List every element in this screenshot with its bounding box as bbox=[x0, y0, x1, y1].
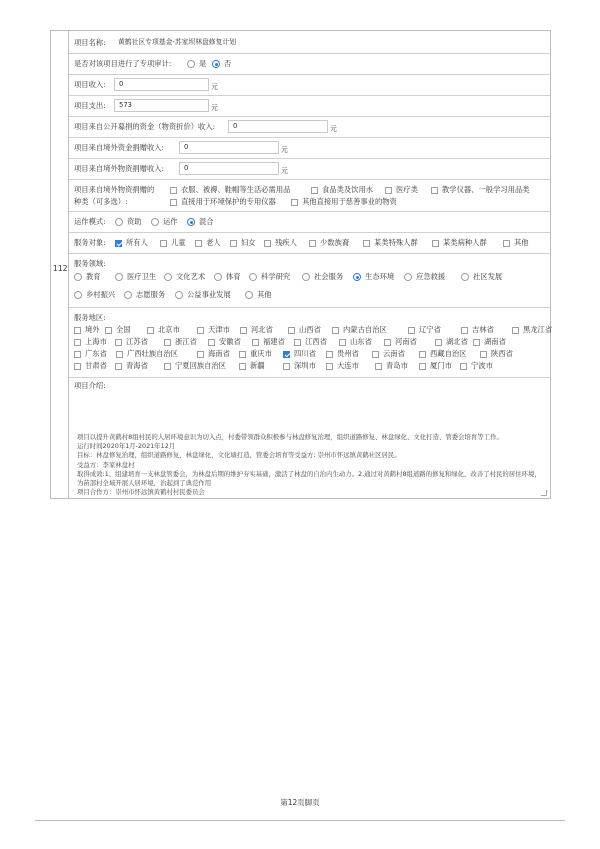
mode-fund-label: 资助 bbox=[127, 217, 142, 226]
field-option-8[interactable] bbox=[461, 272, 502, 282]
target-option-disease-group[interactable] bbox=[432, 238, 487, 248]
outside-fund-unit: 元 bbox=[281, 146, 288, 154]
expense-unit: 元 bbox=[211, 104, 218, 112]
target-option-all[interactable] bbox=[115, 238, 148, 248]
region-option-0-9-label: 黑龙江省 bbox=[523, 325, 553, 334]
region-option-1-3-label: 安徽省 bbox=[219, 337, 241, 346]
region-option-0-7-checkbox[interactable] bbox=[408, 327, 415, 334]
mode-mixed-radio[interactable] bbox=[187, 218, 195, 226]
region-option-2-6-label: 云南省 bbox=[383, 349, 405, 358]
field-option-0[interactable] bbox=[74, 272, 101, 282]
field-option-1-radio[interactable] bbox=[115, 273, 123, 281]
audit-label: 是否对该项目进行了专项审计: bbox=[74, 59, 172, 68]
goods-type-label-2: 种类（可多选）: bbox=[74, 197, 128, 206]
income-unit: 元 bbox=[211, 83, 218, 91]
footer-divider bbox=[35, 820, 565, 821]
public-fund-value: 0 bbox=[233, 122, 238, 130]
intro-line: 项目合作方：崇州市怀远镇黄鹤村村民委员会 bbox=[77, 488, 205, 497]
region-option-2-3-checkbox[interactable] bbox=[239, 351, 246, 358]
target-children-checkbox[interactable] bbox=[160, 240, 167, 247]
region-option-3-3-checkbox[interactable] bbox=[239, 363, 246, 370]
target-option-disabled[interactable] bbox=[264, 238, 297, 248]
region-option-3-2-label: 宁夏回族自治区 bbox=[175, 361, 227, 370]
outside-fund-label: 项目来自境外资金捐赠收入: bbox=[74, 143, 165, 152]
region-option-1-4[interactable] bbox=[252, 337, 285, 347]
region-option-3-1-checkbox[interactable] bbox=[115, 363, 122, 370]
public-fund-input[interactable] bbox=[228, 120, 328, 133]
page-footer: 第12页脚页 bbox=[280, 798, 320, 807]
region-option-2-3[interactable] bbox=[239, 349, 272, 359]
region-option-1-2-label: 浙江省 bbox=[175, 337, 197, 346]
goods-option-medical[interactable] bbox=[385, 185, 418, 195]
field-option-0-radio[interactable] bbox=[74, 273, 82, 281]
region-option-1-4-label: 福建省 bbox=[263, 337, 285, 346]
region-option-2-7-label: 西藏自治区 bbox=[430, 349, 467, 358]
goods-option-environment[interactable] bbox=[170, 197, 276, 207]
region-option-1-3-checkbox[interactable] bbox=[208, 339, 215, 346]
region-option-1-9[interactable] bbox=[473, 337, 506, 347]
mode-row bbox=[69, 211, 550, 233]
region-option-3-4-label: 深圳市 bbox=[294, 361, 316, 370]
field-option-0-label: 教育 bbox=[86, 272, 101, 281]
target-special-group-checkbox[interactable] bbox=[363, 240, 370, 247]
target-disabled-label: 残疾人 bbox=[275, 238, 297, 247]
region-row bbox=[69, 307, 553, 378]
outside-fund-input[interactable] bbox=[179, 141, 279, 154]
region-option-3-1-label: 青海省 bbox=[126, 361, 148, 370]
target-women-checkbox[interactable] bbox=[230, 240, 237, 247]
income-row bbox=[69, 74, 550, 96]
project-name-label: 项目名称: bbox=[74, 38, 106, 47]
region-option-0-4[interactable] bbox=[240, 325, 273, 335]
goods-type-label-1: 项目来自境外物资捐赠的 bbox=[74, 185, 155, 194]
region-option-1-0-checkbox[interactable] bbox=[74, 339, 81, 346]
region-option-3-6-label: 青岛市 bbox=[386, 361, 408, 370]
target-other-label: 其他 bbox=[514, 238, 529, 247]
intro-line: 目标：林盘修复治理，组织道路修复，林盘绿化，文化墙打造，管委会培育等受益方: 崇州市怀远镇黄鹤社区居民。 bbox=[77, 451, 401, 460]
region-option-3-5[interactable] bbox=[326, 361, 359, 371]
region-option-2-8-label: 陕西省 bbox=[491, 349, 513, 358]
field-option-4-label: 科学研究 bbox=[261, 272, 291, 281]
row-number: 112 bbox=[53, 264, 68, 273]
region-option-1-0[interactable] bbox=[74, 337, 107, 347]
audit-option-no[interactable] bbox=[212, 59, 231, 69]
region-option-2-7[interactable] bbox=[419, 349, 466, 359]
target-other-checkbox[interactable] bbox=[503, 240, 510, 247]
region-option-2-4-checkbox[interactable] bbox=[283, 351, 290, 358]
target-row bbox=[69, 232, 550, 254]
public-fund-row bbox=[69, 116, 550, 138]
target-option-women[interactable] bbox=[230, 238, 256, 248]
project-name-value: 黄鹤社区专项基金-苏家坝林盘修复计划 bbox=[118, 38, 236, 46]
field-option-5-label: 社会服务 bbox=[314, 272, 344, 281]
region-option-0-6[interactable] bbox=[332, 325, 387, 335]
region-option-3-3-label: 新疆 bbox=[250, 361, 265, 370]
outside-goods-input[interactable] bbox=[179, 162, 279, 175]
target-disease-group-checkbox[interactable] bbox=[432, 240, 439, 247]
region-option-2-4-label: 四川省 bbox=[294, 349, 316, 358]
mode-operate-label: 运作 bbox=[163, 217, 178, 226]
project-name-field[interactable] bbox=[113, 36, 311, 49]
audit-no-radio[interactable] bbox=[212, 60, 220, 68]
region-option-1-1-label: 江苏省 bbox=[126, 337, 148, 346]
region-option-0-6-checkbox[interactable] bbox=[332, 327, 339, 334]
goods-charity-label: 其他直接用于慈善事业的物资 bbox=[302, 197, 397, 206]
target-all-checkbox[interactable] bbox=[115, 240, 122, 247]
goods-medical-label: 医疗类 bbox=[396, 185, 418, 194]
field-option-4[interactable] bbox=[249, 272, 290, 282]
region-option-2-2[interactable] bbox=[197, 349, 230, 359]
project-form-table bbox=[50, 30, 551, 499]
region-option-2-6-checkbox[interactable] bbox=[372, 351, 379, 358]
region-option-1-1[interactable] bbox=[115, 337, 148, 347]
region-option-3-0[interactable] bbox=[74, 361, 107, 371]
region-option-3-7-label: 厦门市 bbox=[430, 361, 452, 370]
field-option-4-radio[interactable] bbox=[249, 273, 257, 281]
region-option-2-8[interactable] bbox=[480, 349, 513, 359]
region-option-0-0-label: 境外 bbox=[85, 325, 100, 334]
region-option-1-6[interactable] bbox=[339, 337, 372, 347]
region-option-1-8-checkbox[interactable] bbox=[435, 339, 442, 346]
region-option-0-3[interactable] bbox=[197, 325, 230, 335]
region-option-3-4[interactable] bbox=[283, 361, 316, 371]
region-option-3-5-checkbox[interactable] bbox=[326, 363, 333, 370]
goods-food-checkbox[interactable] bbox=[311, 187, 318, 194]
expense-input[interactable] bbox=[114, 99, 209, 112]
field-option-9-radio[interactable] bbox=[74, 291, 82, 299]
mode-mixed-label: 混合 bbox=[199, 217, 214, 226]
region-option-0-7-label: 辽宁省 bbox=[419, 325, 441, 334]
target-label: 服务对象: bbox=[74, 238, 106, 247]
goods-option-food[interactable] bbox=[311, 185, 373, 195]
region-option-2-5-checkbox[interactable] bbox=[326, 351, 333, 358]
field-option-5[interactable] bbox=[302, 272, 343, 282]
region-option-1-3[interactable] bbox=[208, 337, 241, 347]
region-option-1-5-checkbox[interactable] bbox=[294, 339, 301, 346]
region-option-3-7-checkbox[interactable] bbox=[419, 363, 426, 370]
region-option-2-1-label: 广西壮族自治区 bbox=[127, 349, 179, 358]
region-option-0-2-checkbox[interactable] bbox=[147, 327, 154, 334]
income-label: 项目收入: bbox=[74, 80, 106, 89]
field-option-8-label: 社区发展 bbox=[473, 272, 503, 281]
region-option-1-9-checkbox[interactable] bbox=[473, 339, 480, 346]
goods-clothing-label: 衣服、被褥、鞋帽等生活必需用品 bbox=[181, 185, 291, 194]
field-label: 服务领域: bbox=[74, 259, 106, 268]
region-option-3-2[interactable] bbox=[164, 361, 226, 371]
field-option-9-label: 乡村振兴 bbox=[86, 290, 116, 299]
region-option-2-1-checkbox[interactable] bbox=[116, 351, 123, 358]
field-option-6-radio[interactable] bbox=[353, 273, 361, 281]
region-option-1-7[interactable] bbox=[384, 337, 417, 347]
region-option-1-7-label: 河南省 bbox=[395, 337, 417, 346]
goods-clothing-checkbox[interactable] bbox=[170, 187, 177, 194]
target-disease-group-label: 某类病种人群 bbox=[443, 238, 487, 247]
region-option-1-7-checkbox[interactable] bbox=[384, 339, 391, 346]
field-option-3-label: 体育 bbox=[226, 272, 241, 281]
region-option-1-8-label: 湖北省 bbox=[446, 337, 468, 346]
target-women-label: 妇女 bbox=[241, 238, 256, 247]
mode-label: 运作模式: bbox=[74, 217, 106, 226]
target-children-label: 儿童 bbox=[171, 238, 186, 247]
region-option-1-6-checkbox[interactable] bbox=[339, 339, 346, 346]
region-option-0-8[interactable] bbox=[461, 325, 494, 335]
field-option-2-label: 文化艺术 bbox=[176, 272, 206, 281]
region-option-2-3-label: 重庆市 bbox=[250, 349, 272, 358]
goods-charity-checkbox[interactable] bbox=[291, 199, 298, 206]
field-option-6[interactable] bbox=[353, 272, 394, 282]
region-option-0-0[interactable] bbox=[74, 325, 100, 335]
region-option-1-2-checkbox[interactable] bbox=[164, 339, 171, 346]
form-content bbox=[69, 31, 553, 498]
region-option-0-3-label: 天津市 bbox=[208, 325, 230, 334]
region-option-0-1-checkbox[interactable] bbox=[105, 327, 112, 334]
region-option-2-8-checkbox[interactable] bbox=[480, 351, 487, 358]
goods-teaching-label: 教学仪器、一般学习用品类 bbox=[442, 185, 530, 194]
region-option-1-1-checkbox[interactable] bbox=[115, 339, 122, 346]
mode-fund-radio[interactable] bbox=[115, 218, 123, 226]
region-label: 服务地区: bbox=[74, 313, 106, 322]
field-option-10-label: 志愿服务 bbox=[136, 290, 166, 299]
region-option-3-4-checkbox[interactable] bbox=[283, 363, 290, 370]
field-row bbox=[69, 253, 550, 308]
audit-option-yes[interactable] bbox=[187, 59, 206, 69]
region-option-0-6-label: 内蒙古自治区 bbox=[343, 325, 387, 334]
region-option-2-2-label: 海南省 bbox=[208, 349, 230, 358]
intro-line: 取得成效:1、组建培育一支林盘管委会，为林盘后期的维护夯实基础，激活了林盘的自治内生动力。2.通过对黄鹤村8组道路的修复和绿化，改善了村民的居住环境，为苗部村全域开展人居环境，治起到了典范作用 bbox=[77, 469, 541, 488]
goods-food-label: 食品类及饮用水 bbox=[322, 185, 374, 194]
mode-operate-radio[interactable] bbox=[151, 218, 159, 226]
income-input[interactable] bbox=[114, 78, 209, 91]
region-option-0-7[interactable] bbox=[408, 325, 441, 335]
field-option-1-label: 医疗卫生 bbox=[127, 272, 157, 281]
field-option-7-label: 应急救援 bbox=[416, 272, 446, 281]
region-option-1-0-label: 上海市 bbox=[85, 337, 107, 346]
field-option-5-radio[interactable] bbox=[302, 273, 310, 281]
audit-no-label: 否 bbox=[224, 59, 232, 68]
region-option-1-4-checkbox[interactable] bbox=[252, 339, 259, 346]
goods-option-charity[interactable] bbox=[291, 197, 397, 207]
mode-option-operate[interactable] bbox=[151, 217, 178, 227]
field-option-3[interactable] bbox=[214, 272, 241, 282]
outside-goods-value: 0 bbox=[184, 164, 189, 172]
field-option-3-radio[interactable] bbox=[214, 273, 222, 281]
target-minority-label: 少数族裔 bbox=[320, 238, 350, 247]
field-option-11-label: 公益事业发展 bbox=[187, 290, 231, 299]
outside-goods-label: 项目来自境外物资捐赠收入: bbox=[74, 164, 165, 173]
region-option-3-8[interactable] bbox=[460, 361, 493, 371]
region-option-3-0-label: 甘肃省 bbox=[85, 361, 107, 370]
field-option-9[interactable] bbox=[74, 290, 115, 300]
goods-option-clothing[interactable] bbox=[170, 185, 290, 195]
region-option-1-6-label: 山东省 bbox=[350, 337, 372, 346]
field-option-2-radio[interactable] bbox=[164, 273, 172, 281]
project-name-row bbox=[69, 31, 550, 54]
region-option-2-5[interactable] bbox=[326, 349, 359, 359]
target-minority-checkbox[interactable] bbox=[309, 240, 316, 247]
target-option-children[interactable] bbox=[160, 238, 186, 248]
intro-label: 项目介绍: bbox=[74, 381, 106, 390]
region-option-1-5[interactable] bbox=[294, 337, 327, 347]
region-option-0-4-label: 河北省 bbox=[251, 325, 273, 334]
region-option-2-7-checkbox[interactable] bbox=[419, 351, 426, 358]
region-option-0-3-checkbox[interactable] bbox=[197, 327, 204, 334]
region-option-0-2[interactable] bbox=[147, 325, 180, 335]
target-option-elderly[interactable] bbox=[195, 238, 221, 248]
row-number-column bbox=[51, 31, 69, 498]
region-option-0-1[interactable] bbox=[105, 325, 131, 335]
region-option-0-5-label: 山西省 bbox=[299, 325, 321, 334]
field-option-6-label: 生态环境 bbox=[365, 272, 395, 281]
region-option-1-5-label: 江西省 bbox=[305, 337, 327, 346]
region-option-3-7[interactable] bbox=[419, 361, 452, 371]
goods-environment-checkbox[interactable] bbox=[170, 199, 177, 206]
region-option-3-1[interactable] bbox=[115, 361, 148, 371]
mode-option-fund[interactable] bbox=[115, 217, 142, 227]
goods-medical-checkbox[interactable] bbox=[385, 187, 392, 194]
region-option-2-6[interactable] bbox=[372, 349, 405, 359]
expense-label: 项目支出: bbox=[74, 101, 106, 110]
field-option-2[interactable] bbox=[164, 272, 205, 282]
mode-option-mixed[interactable] bbox=[187, 217, 214, 227]
public-fund-unit: 元 bbox=[330, 125, 337, 133]
region-option-3-8-checkbox[interactable] bbox=[460, 363, 467, 370]
region-option-1-2[interactable] bbox=[164, 337, 197, 347]
expense-value: 573 bbox=[119, 101, 132, 109]
field-option-7-radio[interactable] bbox=[404, 273, 412, 281]
region-option-2-5-label: 贵州省 bbox=[337, 349, 359, 358]
intro-text[interactable] bbox=[77, 433, 542, 497]
region-option-0-9-checkbox[interactable] bbox=[512, 327, 519, 334]
region-option-0-2-label: 北京市 bbox=[158, 325, 180, 334]
field-option-10-radio[interactable] bbox=[124, 291, 132, 299]
region-option-1-8[interactable] bbox=[435, 337, 468, 347]
region-option-0-1-label: 全国 bbox=[116, 325, 131, 334]
region-option-2-0[interactable] bbox=[74, 349, 107, 359]
target-elderly-checkbox[interactable] bbox=[195, 240, 202, 247]
region-option-3-8-label: 宁波市 bbox=[471, 361, 493, 370]
region-option-3-0-checkbox[interactable] bbox=[74, 363, 81, 370]
field-option-11-radio[interactable] bbox=[175, 291, 183, 299]
target-all-label: 所有人 bbox=[126, 238, 148, 247]
field-option-8-radio[interactable] bbox=[461, 273, 469, 281]
field-option-12-label: 其他 bbox=[257, 290, 272, 299]
region-option-2-0-checkbox[interactable] bbox=[74, 351, 81, 358]
audit-yes-radio[interactable] bbox=[187, 60, 195, 68]
field-option-12[interactable] bbox=[245, 290, 272, 300]
region-option-2-1[interactable] bbox=[116, 349, 178, 359]
expense-row bbox=[69, 95, 550, 117]
target-disabled-checkbox[interactable] bbox=[264, 240, 271, 247]
field-option-11[interactable] bbox=[175, 290, 231, 300]
target-elderly-label: 老人 bbox=[206, 238, 221, 247]
goods-teaching-checkbox[interactable] bbox=[431, 187, 438, 194]
income-value: 0 bbox=[119, 80, 124, 88]
region-option-3-6[interactable] bbox=[375, 361, 408, 371]
outside-goods-row bbox=[69, 158, 550, 180]
region-option-0-5-checkbox[interactable] bbox=[288, 327, 295, 334]
outside-fund-row bbox=[69, 137, 550, 159]
region-option-3-5-label: 大连市 bbox=[337, 361, 359, 370]
region-option-0-4-checkbox[interactable] bbox=[240, 327, 247, 334]
goods-option-teaching[interactable] bbox=[431, 185, 530, 195]
region-option-2-0-label: 广东省 bbox=[85, 349, 107, 358]
region-option-1-9-label: 湖南省 bbox=[484, 337, 506, 346]
field-option-1[interactable] bbox=[115, 272, 156, 282]
field-option-12-radio[interactable] bbox=[245, 291, 253, 299]
audit-row bbox=[69, 53, 550, 75]
public-fund-label: 项目来自公开募捐的资金（物资折价）收入: bbox=[74, 122, 216, 131]
outside-goods-unit: 元 bbox=[281, 167, 288, 175]
field-option-10[interactable] bbox=[124, 290, 165, 300]
intro-line: 受益方：李家林盘村 bbox=[77, 460, 135, 469]
region-option-0-8-checkbox[interactable] bbox=[461, 327, 468, 334]
outside-fund-value: 0 bbox=[184, 143, 189, 151]
region-option-3-3[interactable] bbox=[239, 361, 265, 371]
region-option-3-6-checkbox[interactable] bbox=[375, 363, 382, 370]
region-option-0-9[interactable] bbox=[512, 325, 552, 335]
intro-line: 项目以提升黄鹤村8组村民的人居环境意识为切入点，村委带领群众积极参与林盘修复治理，组织道路修复、林盘绿化、文化打造、管委会培育等工作。 bbox=[77, 433, 503, 441]
field-option-7[interactable] bbox=[404, 272, 445, 282]
goods-type-row bbox=[69, 179, 550, 212]
region-option-0-0-checkbox[interactable] bbox=[74, 327, 81, 334]
region-option-3-2-checkbox[interactable] bbox=[164, 363, 171, 370]
goods-environment-label: 直接用于环境保护的专用仪器 bbox=[181, 197, 276, 206]
target-option-special-group[interactable] bbox=[363, 238, 418, 248]
target-option-minority[interactable] bbox=[309, 238, 349, 248]
target-option-other[interactable] bbox=[503, 238, 529, 248]
region-option-2-2-checkbox[interactable] bbox=[197, 351, 204, 358]
region-option-0-8-label: 吉林省 bbox=[472, 325, 494, 334]
target-special-group-label: 某类特殊人群 bbox=[374, 238, 418, 247]
audit-yes-label: 是 bbox=[199, 59, 207, 68]
region-option-2-4[interactable] bbox=[283, 349, 316, 359]
intro-line: 运行时间2020年1月-2021年12月 bbox=[77, 442, 176, 451]
region-option-0-5[interactable] bbox=[288, 325, 321, 335]
